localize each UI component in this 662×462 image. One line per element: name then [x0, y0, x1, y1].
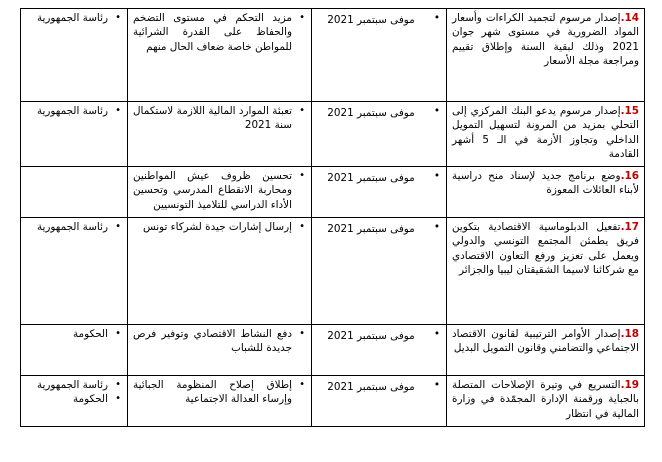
party-cell [21, 9, 128, 102]
responsible-party: • الحكومة [26, 392, 108, 406]
table-row [21, 9, 645, 102]
party-cell [21, 167, 128, 218]
measure-text: إصدار الأوامر الترتيبية لقانون الاقتصاد الاجتماعي والتضامني وقانون التمويل البديل [452, 328, 639, 355]
deadline-text: موفى سبتمبر 2021 [327, 107, 415, 119]
measure-cell [447, 102, 645, 167]
date-cell [312, 376, 447, 427]
measure-text: التسريع في وتيرة الإصلاحات المتصلة بالجباية ورقمنة الإدارة المجمّدة في وزارة المالية في انتظار [452, 379, 639, 420]
measure-number: 19. [620, 379, 639, 391]
date-cell [312, 9, 447, 102]
measure-number: 14. [620, 12, 639, 24]
result-text: • تحسين ظروف عيش المواطنين ومحاربة الانقطاع المدرسي وتحسين الأداء الدراسي للتلاميذ التونسيين [133, 169, 292, 212]
measure-number: 17. [620, 221, 639, 233]
measure-cell [447, 9, 645, 102]
result-cell [128, 376, 312, 427]
date-cell [312, 218, 447, 325]
result-text: • تعبئة الموارد المالية اللازمة لاستكمال سنة 2021 [133, 104, 292, 133]
result-cell [128, 218, 312, 325]
table-row [21, 218, 645, 325]
table-row [21, 167, 645, 218]
result-text: • إطلاق إصلاح المنظومة الجبائية وإرساء العدالة الاجتماعية [133, 378, 292, 407]
result-cell [128, 9, 312, 102]
measure-cell [447, 376, 645, 427]
table-row [21, 376, 645, 427]
party-cell [21, 325, 128, 376]
date-cell [312, 325, 447, 376]
measure-text: إصدار مرسوم لتجميد الكراءات وأسعار المواد الضرورية في مستوى شهر جوان 2021 وذلك لبقية السنة وإطلاق تقييم ومراجعة مجلة الأسعار [452, 12, 639, 67]
party-cell [21, 102, 128, 167]
measures-table [20, 8, 645, 427]
measure-cell [447, 167, 645, 218]
responsible-party: • رئاسة الجمهورية [26, 220, 108, 234]
responsible-party: • رئاسة الجمهورية [26, 378, 108, 392]
table-row [21, 325, 645, 376]
party-cell [21, 376, 128, 427]
measure-number: 15. [620, 105, 639, 117]
result-cell [128, 325, 312, 376]
result-cell [128, 167, 312, 218]
measure-cell [447, 325, 645, 376]
table-row [21, 102, 645, 167]
deadline-text: موفى سبتمبر 2021 [327, 223, 415, 235]
measure-text: تفعيل الدبلوماسية الاقتصادية بتكوين فريق يطمئن المجتمع التونسي والدولي ويعمل على تعزيز ورفع التعاون الاقتصادي مع شركائنا لاسيما الشقيقتان ليبيا والجزائر [452, 221, 639, 276]
result-text: • إرسال إشارات جيدة لشركاء تونس [133, 220, 292, 234]
result-text: • مزيد التحكم في مستوى التضخم والحفاظ على القدرة الشرائية للمواطن خاصة ضعاف الحال منهم [133, 11, 292, 54]
responsible-party: • الحكومة [26, 327, 108, 341]
party-cell [21, 218, 128, 325]
date-cell [312, 102, 447, 167]
measure-text: إصدار مرسوم يدعو البنك المركزي إلى التحلي بمزيد من المرونة لتسهيل التمويل الداخلي وتجاوز الأزمة في الـ 5 أشهر القادمة [452, 105, 639, 160]
measure-cell [447, 218, 645, 325]
responsible-party: • رئاسة الجمهورية [26, 104, 108, 118]
result-text: • دفع النشاط الاقتصادي وتوفير فرص جديدة للشباب [133, 327, 292, 356]
deadline-text: موفى سبتمبر 2021 [327, 14, 415, 26]
deadline-text: موفى سبتمبر 2021 [327, 381, 415, 393]
measure-number: 16. [620, 170, 639, 182]
responsible-party: • رئاسة الجمهورية [26, 11, 108, 25]
measure-text: وضع برنامج جديد لإسناد منح دراسية لأبناء العائلات المعوزة [452, 170, 639, 197]
deadline-text: موفى سبتمبر 2021 [327, 172, 415, 184]
measure-number: 18. [620, 328, 639, 340]
date-cell [312, 167, 447, 218]
result-cell [128, 102, 312, 167]
deadline-text: موفى سبتمبر 2021 [327, 330, 415, 342]
